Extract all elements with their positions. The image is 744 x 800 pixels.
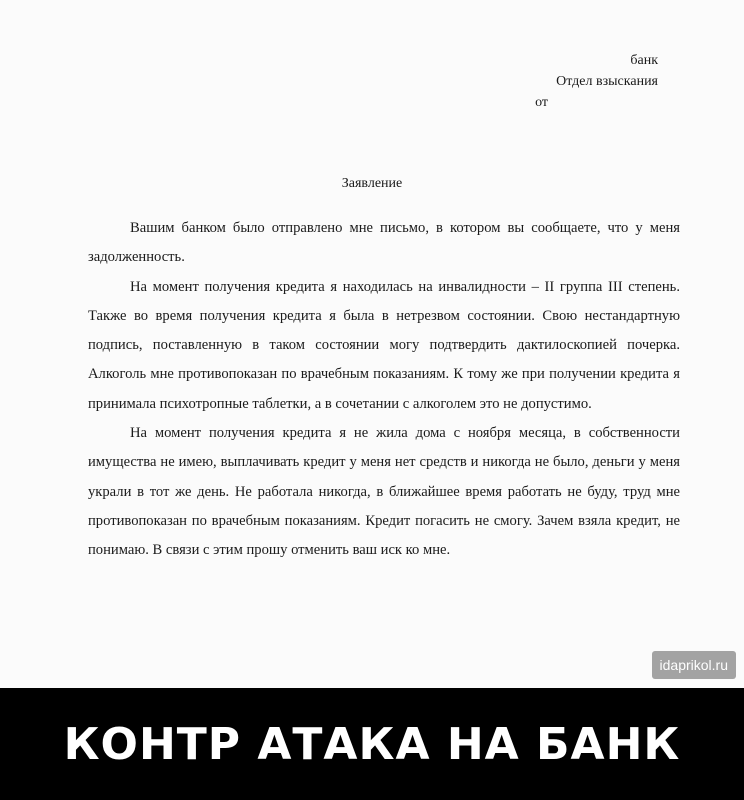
caption-bar xyxy=(0,688,744,800)
addressee-from: от xyxy=(535,95,548,110)
addressee-bank: банк xyxy=(630,53,658,68)
addressee-department: Отдел взыскания xyxy=(556,74,658,89)
addressee-block xyxy=(535,50,658,113)
caption-title: КОНТР АТАКА НА БАНК xyxy=(63,718,681,770)
paragraph-3: На момент получения кредита я не жила дома с ноября месяца, в собственности имущества не имею, выплачивать кредит у меня нет средств и никогда не было, деньги у меня украли в тот же день. Не работала никогда, в ближайшее время работать не буду, труд мне противопоказан по врачебным показаниям. Кредит погасить не смогу. Зачем взяла кредит, не понимаю. В связи с этим прошу отменить ваш иск ко мне. xyxy=(88,425,680,559)
paragraph-1: Вашим банком было отправлено мне письмо, в котором вы сообщаете, что у меня задолженность. xyxy=(88,220,680,266)
paragraph-2: На момент получения кредита я находилась на инвалидности – II группа III степень. Также во время получения кредита я была в нетрезвом состоянии. Свою нестандартную подпись, поставленную в таком состоянии могу подтвердить дактилоскопией почерка. Алкоголь мне противопоказан по врачебным показаниям. К тому же при получении кредита я принимала психотропные таблетки, а в сочетании с алкоголем это не допустимо. xyxy=(88,278,680,412)
document-body xyxy=(88,214,680,566)
site-watermark: idaprikol.ru xyxy=(652,651,736,679)
document-title: Заявление xyxy=(341,176,403,191)
